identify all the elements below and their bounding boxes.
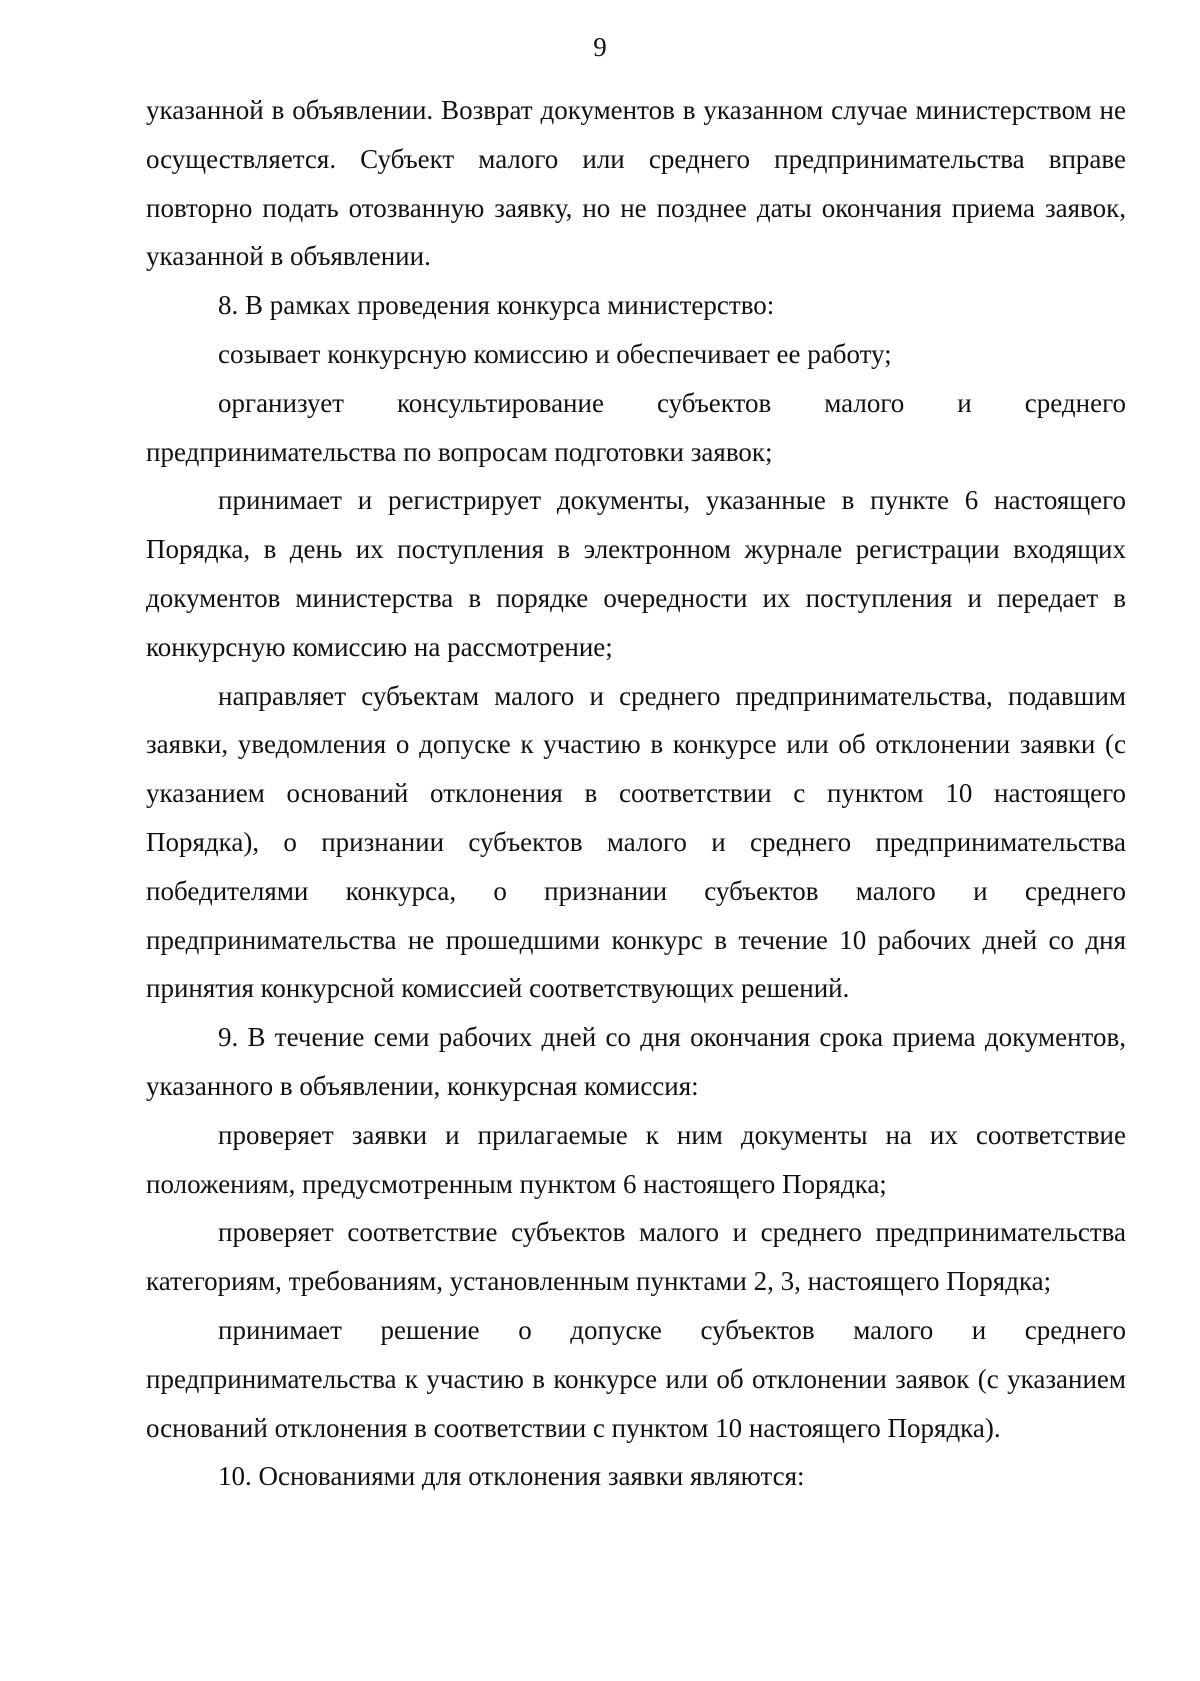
- paragraph-makes-decision: принимает решение о допуске субъектов малого и среднего предпринимательства к участию в конкурсе или об отклонении заявок (с указанием оснований отклонения в соответствии с пунктом 10 настоящего Порядка).: [146, 1314, 1126, 1443]
- paragraph-item-9-heading: 9. В течение семи рабочих дней со дня окончания срока приема документов, указанного в объявлении, конкурсная комиссия:: [146, 1022, 1126, 1101]
- paragraph-item-10-heading: 10. Основаниями для отклонения заявки являются:: [218, 1461, 805, 1492]
- paragraph-checks-compliance: проверяет соответствие субъектов малого и среднего предпринимательства категориям, требованиям, установленным пунктами 2, 3, настоящего Порядка;: [146, 1217, 1126, 1297]
- paragraph-accepts-registers: принимает и регистрирует документы, указанные в пункте 6 настоящего Порядка, в день их поступления в электронном журнале регистрации входящих документов министерства в порядке очередности их поступления и передает в конкурсную комиссию на рассмотрение;: [146, 485, 1126, 662]
- paragraph-item-8-heading: 8. В рамках проведения конкурса министерство:: [218, 290, 775, 321]
- document-body: [146, 86, 1126, 1501]
- paragraph-sends-notifications: направляет субъектам малого и среднего предпринимательства, подавшим заявки, уведомления о допуске к участию в конкурсе или об отклонении заявки (с указанием оснований отклонения в соответствии с пунктом 10 настоящего Порядка), о признании субъектов малого и среднего предпринимательства победителями конкурса, о признании субъектов малого и среднего предпринимательства не прошедшими конкурс в течение 10 рабочих дней со дня принятия конкурсной комиссией соответствующих решений.: [146, 680, 1126, 1004]
- paragraph-continuation: указанной в объявлении. Возврат документов в указанном случае министерством не осуществляется. Субъект малого или среднего предпринимательства вправе повторно подать отозванную заявку, но не позднее даты окончания приема заявок, указанной в объявлении.: [146, 95, 1126, 272]
- page-number: 9: [593, 32, 607, 62]
- paragraph-organizes-consulting: организует консультирование субъектов малого и среднего предпринимательства по вопросам подготовки заявок;: [146, 387, 1126, 467]
- paragraph-checks-applications: проверяет заявки и прилагаемые к ним документы на их соответствие положениям, предусмотренным пунктом 6 настоящего Порядка;: [146, 1119, 1126, 1199]
- paragraph-convenes-commission: созывает конкурсную комиссию и обеспечивает ее работу;: [218, 338, 892, 369]
